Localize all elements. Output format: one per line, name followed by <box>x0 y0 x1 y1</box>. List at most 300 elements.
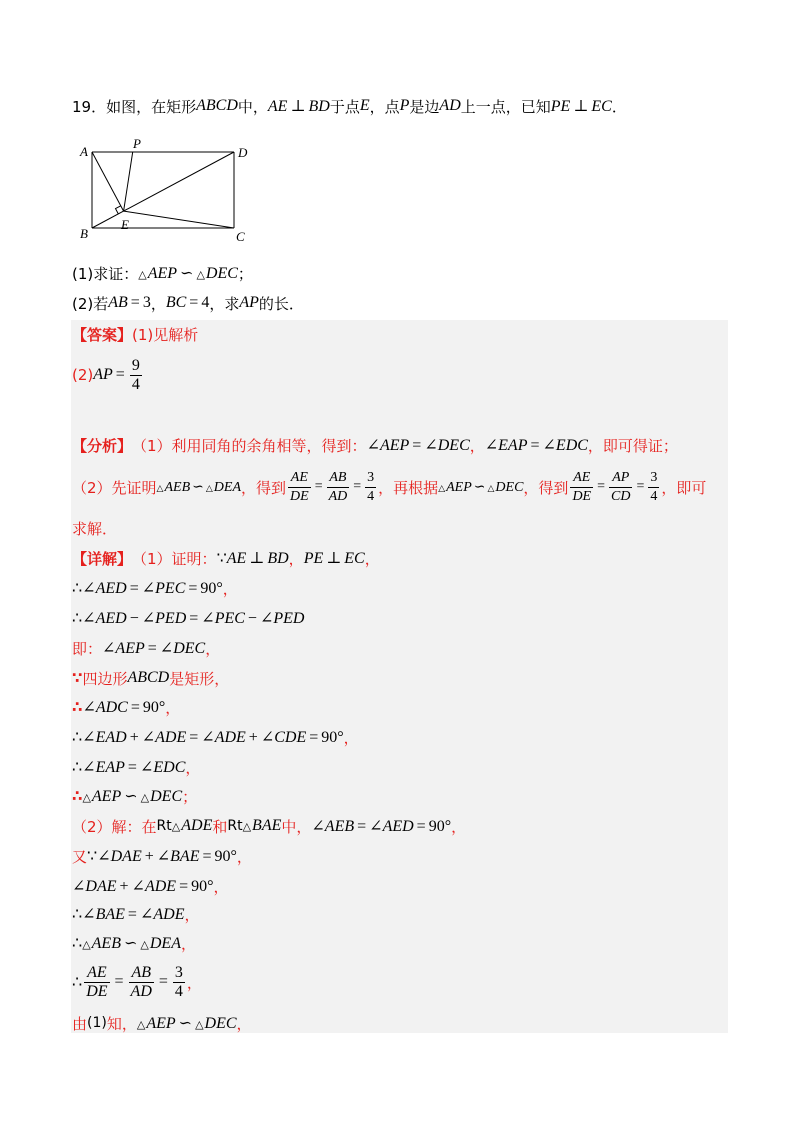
math-variable: AD <box>130 982 152 1000</box>
math-variable: P <box>399 97 410 114</box>
triangle-symbol: △ <box>82 938 91 951</box>
math-variable: PEC <box>155 580 186 597</box>
math-variable: AE <box>573 469 591 485</box>
math-operator: = <box>189 729 199 746</box>
math-operator: = <box>314 479 323 494</box>
math-expression: Rt <box>156 818 172 834</box>
math-variable: AE <box>290 469 308 485</box>
math-variable: AEP <box>446 479 472 495</box>
text-run: (2) <box>72 366 94 384</box>
math-expression <box>82 786 182 806</box>
text-run: （1）证明： <box>132 549 217 568</box>
triangle-symbol: △ <box>196 268 205 281</box>
math-expression <box>127 669 169 687</box>
math-symbol: 3 <box>174 963 183 981</box>
text-run: 于点 <box>329 97 360 116</box>
section-label: 【答案】 <box>72 325 133 344</box>
math-symbol: ∵∠ <box>87 848 111 865</box>
text-run: ，即可 <box>661 478 707 497</box>
math-expression <box>438 479 523 496</box>
math-operator: ⊥ <box>326 550 342 567</box>
math-variable: DEA <box>149 935 181 952</box>
math-symbol: ∠ <box>156 848 171 865</box>
fraction <box>84 964 109 1001</box>
answer-heading <box>72 323 198 345</box>
math-symbol: ∠ <box>542 437 556 454</box>
math-variable: ADE <box>214 729 246 746</box>
text-run: 即： <box>72 639 103 658</box>
math-operator: ∽ <box>473 479 486 495</box>
math-operator: = <box>357 818 367 835</box>
triangle-symbol: △ <box>140 791 150 804</box>
triangle-symbol: △ <box>156 483 164 494</box>
segment-ae <box>92 152 124 211</box>
text-run: ， <box>180 934 196 953</box>
math-expression <box>72 904 184 924</box>
analysis-part-2-continued <box>72 517 117 539</box>
fraction-numerator <box>327 469 348 487</box>
vertex-label-p: P <box>133 136 141 151</box>
math-operator: + <box>144 848 154 865</box>
math-expression: Rt <box>227 818 243 834</box>
math-variable: EC <box>591 98 612 115</box>
math-operator: = <box>188 580 198 597</box>
fraction-numerator <box>130 357 142 375</box>
fraction <box>365 469 376 506</box>
math-variable: DEC <box>173 640 206 657</box>
math-variable: E <box>359 97 370 114</box>
math-variable: AEP <box>147 265 178 282</box>
math-expression <box>72 972 82 992</box>
math-symbol: ∵ <box>216 550 227 567</box>
detail-heading <box>72 547 380 569</box>
question-part-2 <box>72 292 304 314</box>
math-expression <box>112 973 127 991</box>
math-symbol: 4 <box>174 982 183 1000</box>
fraction-numerator <box>648 469 659 487</box>
text-run: ， <box>236 1014 252 1033</box>
math-operator: = <box>147 640 157 657</box>
fraction <box>130 357 142 394</box>
math-operator: = <box>179 878 189 895</box>
math-operator: ⊥ <box>249 550 265 567</box>
math-variable: AEB <box>91 935 121 952</box>
fraction-denominator <box>648 487 659 506</box>
math-variable: DAE <box>110 848 142 865</box>
fraction-numerator <box>129 964 153 982</box>
math-variable: BD <box>308 98 330 115</box>
math-operator: + <box>248 729 258 746</box>
fraction-numerator <box>365 469 376 487</box>
text-run: ， <box>288 549 304 568</box>
math-variable: ADE <box>153 906 185 923</box>
text-run: (2)若 <box>72 294 109 313</box>
triangle-symbol: △ <box>195 1018 204 1031</box>
math-expression <box>72 876 214 896</box>
math-expression <box>108 294 151 312</box>
analysis-part-1 <box>72 434 678 456</box>
math-variable: CDE <box>274 729 307 746</box>
text-run: ，求 <box>209 294 240 313</box>
math-operator: = <box>189 294 199 311</box>
math-operator: = <box>353 479 362 494</box>
math-variable: PED <box>273 610 305 627</box>
fraction-denominator <box>570 487 593 506</box>
triangle-symbol: △ <box>487 483 495 494</box>
text-run: 知， <box>106 1014 137 1033</box>
text-run: 上一点，已知 <box>460 97 551 116</box>
text-run: ，得到 <box>241 478 287 497</box>
text-run: ，点 <box>369 97 400 116</box>
analysis-part-2 <box>72 464 706 510</box>
math-variable: PED <box>155 610 187 627</box>
math-variable: AED <box>95 580 127 597</box>
proof-step-angle-eap <box>72 756 200 778</box>
section-label: ∴ <box>72 787 83 805</box>
math-symbol: ∴ <box>72 974 83 991</box>
math-expression <box>634 479 646 495</box>
math-variable: BC <box>165 294 187 311</box>
triangle-symbol: △ <box>140 938 149 951</box>
math-variable: DEC <box>205 265 238 282</box>
math-symbol: ∠ <box>201 729 215 746</box>
text-run: 和 <box>212 817 228 836</box>
text-run: 19．如图，在矩形 <box>72 97 197 116</box>
math-expression <box>172 817 213 835</box>
math-symbol: ∠ <box>72 878 86 895</box>
math-operator: ∽ <box>178 1015 193 1032</box>
math-expression <box>82 697 165 717</box>
math-expression <box>595 479 607 495</box>
solution-step-dae-bae <box>72 845 252 867</box>
triangle-symbol: △ <box>82 791 91 804</box>
math-expression <box>400 97 410 115</box>
math-symbol: ∴∠ <box>72 580 96 597</box>
text-run: ； <box>182 787 198 806</box>
text-run: 由 <box>72 1014 88 1033</box>
math-variable: DEC <box>495 479 524 495</box>
fraction-numerator <box>571 469 592 487</box>
math-symbol: ∴∠ <box>72 729 96 746</box>
question-stem <box>72 95 627 117</box>
math-operator: + <box>129 729 139 746</box>
text-run: (1)求证： <box>72 264 139 283</box>
text-run: 是边 <box>409 97 440 116</box>
math-symbol: 4 <box>367 488 375 504</box>
text-run: ， <box>236 847 252 866</box>
math-symbol: 4 <box>650 488 658 504</box>
math-operator: − <box>247 610 257 627</box>
math-symbol: 3 <box>650 469 658 485</box>
proof-step-subtract <box>72 607 304 629</box>
fraction-denominator <box>609 487 632 506</box>
math-operator: = <box>130 699 140 716</box>
math-operator: = <box>636 479 645 494</box>
math-variable: AEP <box>379 437 410 454</box>
vertex-label-c: C <box>236 229 245 244</box>
math-expression <box>304 548 365 568</box>
math-variable: AB <box>108 294 128 311</box>
math-expression <box>367 435 470 455</box>
math-expression <box>313 479 325 495</box>
math-expression <box>239 294 259 312</box>
math-variable: ABCD <box>196 97 238 114</box>
fraction-denominator <box>84 982 109 1001</box>
vertex-label-b: B <box>80 226 88 241</box>
math-variable: AED <box>95 610 127 627</box>
proof-step-angle-aep <box>72 637 220 659</box>
fraction <box>609 469 632 506</box>
math-symbol: ∠ <box>424 437 438 454</box>
math-variable: AP <box>612 469 630 485</box>
math-operator: = <box>158 973 168 990</box>
text-run: ，再根据 <box>378 478 439 497</box>
triangle-symbol: △ <box>138 268 147 281</box>
math-operator: + <box>119 878 129 895</box>
math-symbol: 90° <box>142 699 166 716</box>
math-operator: = <box>130 294 140 311</box>
math-operator: = <box>202 848 212 865</box>
fraction <box>327 469 350 506</box>
math-variable: PE <box>550 98 571 115</box>
math-expression <box>138 263 238 283</box>
math-operator: = <box>412 437 422 454</box>
math-symbol: ∠ <box>141 610 156 627</box>
math-symbol: 90° <box>428 818 452 835</box>
math-operator: = <box>127 906 137 923</box>
segment-pe <box>124 152 133 211</box>
proof-step-conclusion <box>72 785 197 807</box>
math-expression <box>485 435 588 455</box>
fraction <box>129 964 154 1001</box>
fraction-numerator <box>85 964 109 982</box>
math-variable: DEC <box>150 788 183 805</box>
math-expression <box>311 816 451 836</box>
text-run: ， <box>150 294 166 313</box>
diagonal-bd <box>92 152 234 228</box>
math-variable: AEB <box>324 818 355 835</box>
math-expression: (1) <box>87 1015 107 1031</box>
fraction-denominator <box>130 375 142 394</box>
fraction <box>288 469 311 506</box>
math-expression <box>360 97 370 115</box>
text-run: ， <box>186 973 202 992</box>
math-expression <box>72 727 344 747</box>
math-symbol: ∴∠ <box>72 610 96 627</box>
triangle-symbol: △ <box>171 820 181 833</box>
text-run: （2）解：在 <box>72 817 157 836</box>
fraction <box>173 964 185 1001</box>
math-expression <box>72 933 181 953</box>
text-run: ， <box>343 728 359 747</box>
math-symbol: ∠ <box>159 640 174 657</box>
math-variable: PE <box>303 550 324 567</box>
text-run: （2）先证明 <box>72 478 157 497</box>
text-run: (1)见解析 <box>132 325 199 344</box>
math-operator: = <box>309 729 319 746</box>
text-run: 又 <box>72 847 88 866</box>
proof-step-angle-adc <box>72 696 180 718</box>
math-variable: AP <box>239 294 259 311</box>
math-symbol: ∠ <box>201 610 215 627</box>
proof-step-right-angles <box>72 577 238 599</box>
solution-step-dae-ade <box>72 875 229 897</box>
triangle-symbol: △ <box>438 483 446 494</box>
math-variable: EDC <box>153 759 186 776</box>
text-run: ． <box>611 97 627 116</box>
math-expression <box>166 294 209 312</box>
math-operator: = <box>114 973 124 990</box>
math-operator: ⊥ <box>573 98 589 115</box>
math-variable: AB <box>131 963 151 981</box>
section-label: ∵ <box>72 669 83 687</box>
math-symbol: ∠ <box>259 610 274 627</box>
math-variable: AED <box>382 818 414 835</box>
math-variable: ABCD <box>127 669 170 686</box>
math-variable: BD <box>267 550 289 567</box>
math-expression <box>72 757 185 777</box>
math-symbol: ∠ <box>141 729 156 746</box>
math-expression <box>87 846 237 866</box>
math-variable: AEP <box>115 640 145 657</box>
math-symbol: ∴∠ <box>72 759 96 776</box>
math-symbol: 4 <box>131 375 140 393</box>
math-symbol: ∴∠ <box>72 906 96 923</box>
math-expression <box>72 608 304 628</box>
math-symbol: ∠ <box>102 640 116 657</box>
math-operator: = <box>127 759 137 776</box>
math-symbol: 90° <box>321 729 344 746</box>
math-variable: EAP <box>95 759 125 776</box>
text-run: ， <box>205 639 221 658</box>
fraction-denominator <box>173 982 185 1001</box>
text-run: （1）利用同角的余角相等，得到： <box>132 436 367 455</box>
math-variable: AE <box>87 963 107 981</box>
math-variable: AEP <box>91 788 122 805</box>
rectangle-figure <box>70 130 260 245</box>
segment-ec <box>124 211 234 228</box>
math-operator: ∽ <box>124 788 138 805</box>
math-variable: DE <box>572 488 592 504</box>
math-symbol: ∠ <box>141 580 156 597</box>
section-label: ∴ <box>72 698 83 716</box>
text-run: ； <box>237 264 253 283</box>
solution-part-2-heading <box>72 815 466 837</box>
solution-step-similar <box>72 932 196 954</box>
fraction <box>570 469 593 506</box>
math-variable: AB <box>329 469 347 485</box>
math-variable: PEC <box>214 610 245 627</box>
text-run: ， <box>469 436 485 455</box>
answer-part-2 <box>72 352 144 398</box>
math-operator: − <box>129 610 139 627</box>
math-variable: EAD <box>95 729 127 746</box>
math-symbol: ∴ <box>72 935 83 952</box>
math-symbol: ∠ <box>260 729 275 746</box>
math-symbol: 9 <box>131 356 140 374</box>
vertex-label-a: A <box>80 144 88 159</box>
math-expression <box>102 638 205 658</box>
text-run: ， <box>364 549 380 568</box>
proof-step-rectangle <box>72 667 229 689</box>
math-operator: = <box>189 610 199 627</box>
fraction-numerator <box>610 469 631 487</box>
math-expression <box>157 479 241 496</box>
text-run: ， <box>222 579 238 598</box>
fraction-denominator <box>129 982 154 1001</box>
fraction <box>648 469 659 506</box>
section-label: 【详解】 <box>72 549 133 568</box>
solution-step-ratio <box>72 959 202 1005</box>
text-run: ，即可得证； <box>587 436 678 455</box>
math-variable: DEC <box>204 1015 237 1032</box>
math-operator: ∽ <box>123 935 138 952</box>
math-expression <box>72 578 223 598</box>
math-symbol: ∠ <box>82 699 96 716</box>
math-variable: AE <box>226 550 247 567</box>
math-expression <box>439 97 460 115</box>
text-run: ， <box>184 905 200 924</box>
math-operator: ∽ <box>192 479 204 495</box>
math-operator: = <box>115 366 125 383</box>
math-operator: ⊥ <box>290 98 306 115</box>
text-run: 四边形 <box>82 669 128 688</box>
math-variable: BAE <box>95 906 125 923</box>
math-variable: BAE <box>252 817 282 834</box>
fraction-denominator <box>327 487 350 506</box>
text-run: 中， <box>281 817 312 836</box>
math-variable: AD <box>439 97 461 114</box>
math-variable: ADE <box>181 817 213 834</box>
math-variable: DE <box>86 982 108 1000</box>
math-expression <box>196 97 238 115</box>
math-symbol: ∠ <box>139 906 154 923</box>
math-operator: = <box>129 580 139 597</box>
math-variable: AP <box>93 366 113 383</box>
text-run: ， <box>165 698 181 717</box>
math-variable: AEP <box>146 1015 176 1032</box>
fraction-denominator <box>365 487 376 506</box>
triangle-symbol: △ <box>242 820 252 833</box>
math-variable: DEA <box>213 479 241 495</box>
proof-step-complement <box>72 726 359 748</box>
math-symbol: ∠ <box>311 818 325 835</box>
math-symbol: ∠ <box>484 437 499 454</box>
math-variable: ADE <box>144 878 177 895</box>
math-symbol: 90° <box>191 878 214 895</box>
math-expression <box>217 548 289 568</box>
triangle-symbol: △ <box>136 1018 146 1031</box>
math-symbol: 90° <box>200 580 223 597</box>
math-symbol: 3 <box>142 294 151 311</box>
math-symbol: ∠ <box>369 818 383 835</box>
text-run: 是矩形， <box>169 669 230 688</box>
math-expression <box>156 973 171 991</box>
solution-step-bae-ade <box>72 903 199 925</box>
math-symbol: ∠ <box>139 759 154 776</box>
solution-step-from-part-1 <box>72 1012 252 1034</box>
vertex-label-e: E <box>121 217 129 232</box>
vertex-label-d: D <box>238 145 248 160</box>
math-operator: = <box>597 479 606 494</box>
math-symbol: 90° <box>214 848 237 865</box>
math-expression <box>137 1013 237 1033</box>
question-part-1 <box>72 262 253 284</box>
math-symbol: 3 <box>367 469 375 485</box>
math-symbol: ∠ <box>366 437 380 454</box>
math-variable: EAP <box>498 437 528 454</box>
text-run: ，得到 <box>523 478 569 497</box>
